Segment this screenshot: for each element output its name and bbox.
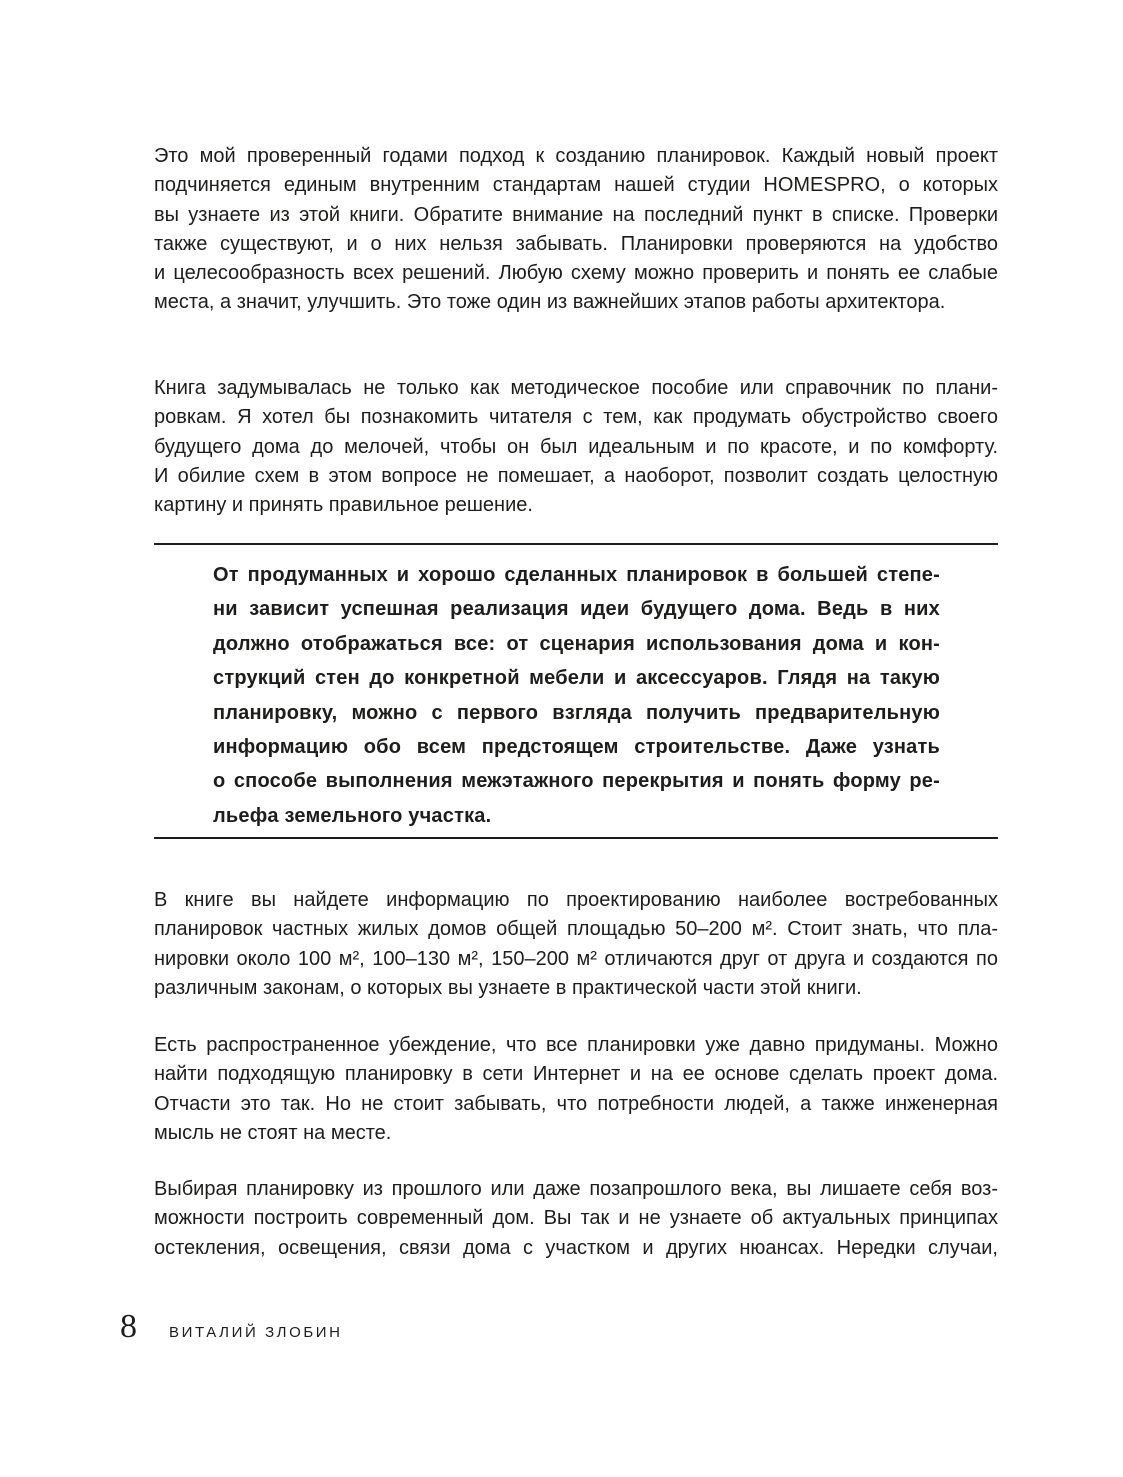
text-line: мысль не стоят на месте. (154, 1121, 392, 1144)
text-line: Книга задумывалась не только как методическое пособие или справочник по плани- (154, 377, 998, 399)
quote-line: должно отображаться все: от сценария использования дома и кон- (213, 632, 940, 655)
text-line: найти подходящую планировку в сети Интернет и на ее основе сделать проект дома. (154, 1063, 998, 1086)
pull-quote (213, 558, 940, 833)
text-line: картину и принять правильное решение. (154, 494, 533, 517)
text-line: остекления, освещения, связи дома с участком и других нюансах. Нередки случаи, (154, 1236, 998, 1259)
text-line: планировок частных жилых домов общей площадью 50–200 м². Стоит знать, что пла- (154, 918, 998, 941)
text-line: Это мой проверенный годами подход к созданию планировок. Каждый новый проект (154, 145, 998, 167)
text-line: И обилие схем в этом вопросе не помешает, а наоборот, позволит создать целостную (154, 464, 998, 487)
text-line: Отчасти это так. Но не стоит забывать, что потребности людей, а также инженерная (154, 1092, 998, 1115)
quote-line: струкций стен до конкретной мебели и аксессуаров. Глядя на такую (213, 667, 940, 690)
text-line: Есть распространенное убеждение, что все планировки уже давно придуманы. Можно (154, 1034, 998, 1056)
quote-line: От продуманных и хорошо сделанных планировок в большей степе- (213, 564, 940, 586)
quote-line: ни зависит успешная реализация идеи будущего дома. Ведь в них (213, 598, 940, 621)
text-line: В книге вы найдете информацию по проектированию наиболее востребованных (154, 889, 998, 911)
page-number: 8 (120, 1308, 137, 1345)
quote-line: планировку, можно с первого взгляда получить предварительную (213, 701, 940, 724)
text-line: Выбирая планировку из прошлого или даже позапрошлого века, вы лишаете себя воз- (154, 1178, 998, 1200)
text-line: ровкам. Я хотел бы познакомить читателя с тем, как продумать обустройство своего (154, 406, 998, 429)
quote-top-rule (154, 543, 998, 545)
paragraph-2 (154, 374, 998, 520)
paragraph-4 (154, 1031, 998, 1148)
text-line: нировки около 100 м², 100–130 м², 150–200 м² отличаются друг от друга и создаются по (154, 947, 998, 970)
quote-line: информацию обо всем предстоящем строительстве. Даже узнать (213, 736, 940, 759)
paragraph-5 (154, 1175, 998, 1263)
paragraph-3 (154, 886, 998, 1003)
text-line: места, а значит, улучшить. Это тоже один из важнейших этапов работы архитектора. (154, 291, 946, 314)
text-line: будущего дома до мелочей, чтобы он был идеальным и по красоте, и по комфорту. (154, 435, 998, 458)
text-line: подчиняется единым внутренним стандартам нашей студии HOMESPRO, о которых (154, 174, 998, 197)
running-head-author: ВИТАЛИЙ ЗЛОБИН (169, 1324, 343, 1341)
text-line: вы узнаете из этой книги. Обратите внимание на последний пункт в списке. Проверки (154, 203, 998, 226)
quote-line: льефа земельного участка. (213, 804, 492, 827)
paragraph-1 (154, 142, 998, 318)
text-line: различным законам, о которых вы узнаете в практической части этой книги. (154, 976, 862, 999)
page-footer (120, 1310, 343, 1344)
text-line: и целесообразность всех решений. Любую схему можно проверить и понять ее слабые (154, 262, 998, 285)
text-line: также существуют, и о них нельзя забывать. Планировки проверяются на удобство (154, 232, 998, 255)
quote-line: о способе выполнения межэтажного перекрытия и понять форму ре- (213, 770, 940, 793)
quote-bottom-rule (154, 837, 998, 839)
text-line: можности построить современный дом. Вы так и не узнаете об актуальных принципах (154, 1207, 998, 1230)
